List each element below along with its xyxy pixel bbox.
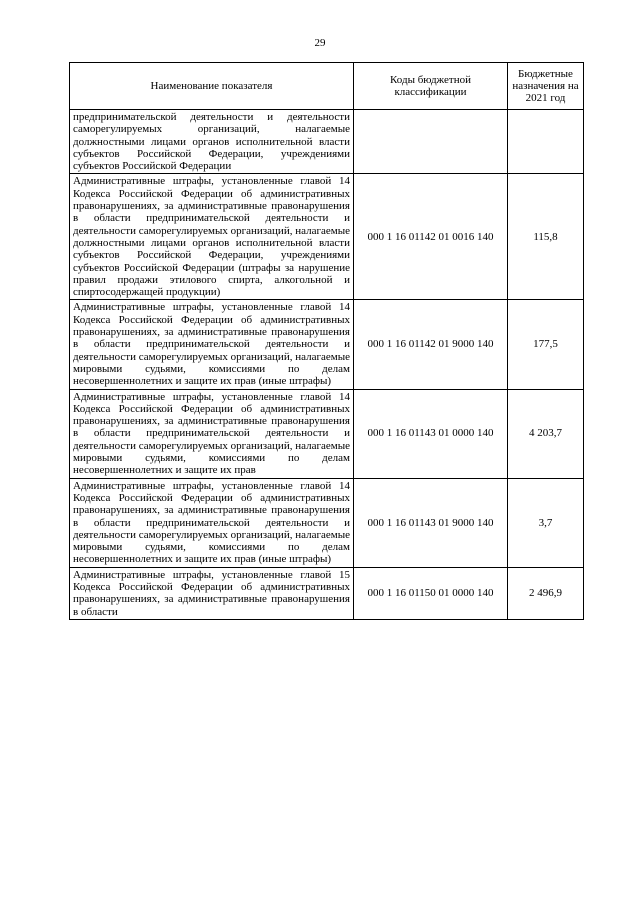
row-name: Административные штрафы, установленные главой 15 Кодекса Российской Федерации об административных правонарушениях, за административные правонарушения в области [70,567,354,619]
table-header-row [70,63,584,110]
header-name: Наименование показателя [70,63,354,110]
row-code: 000 1 16 01142 01 9000 140 [354,300,508,389]
row-amount: 2 496,9 [508,567,584,619]
table-row [70,478,584,567]
row-amount: 3,7 [508,478,584,567]
row-name: Административные штрафы, установленные главой 14 Кодекса Российской Федерации об административных правонарушениях, за административные правонарушения в области предпринимательской деятельности и деятельности саморегулируемых организаций, налагаемые мировыми судьями, комиссиями по делам несовершеннолетних и защите их прав [70,389,354,478]
row-amount: 4 203,7 [508,389,584,478]
row-amount: 177,5 [508,300,584,389]
row-code: 000 1 16 01142 01 0016 140 [354,174,508,300]
table-row [70,389,584,478]
table-row [70,300,584,389]
row-name: Административные штрафы, установленные главой 14 Кодекса Российской Федерации об административных правонарушениях, за административные правонарушения в области предпринимательской деятельности и деятельности саморегулируемых организаций, налагаемые мировыми судьями, комиссиями по делам несовершеннолетних и защите их прав (иные штрафы) [70,300,354,389]
row-amount [508,110,584,174]
budget-table [69,62,584,620]
table-row [70,567,584,619]
row-name: предпринимательской деятельности и деятельности саморегулируемых организаций, налагаемые должностными лицами органов исполнительной власти субъектов Российской Федерации, учреждениями субъектов Российской Федерации [70,110,354,174]
row-name: Административные штрафы, установленные главой 14 Кодекса Российской Федерации об административных правонарушениях, за административные правонарушения в области предпринимательской деятельности и деятельности саморегулируемых организаций, налагаемые должностными лицами органов исполнительной власти субъектов Российской Федерации, учреждениями субъектов Российской Федерации (штрафы за нарушение правил продажи этилового спирта, алкогольной и спиртосодержащей продукции) [70,174,354,300]
row-code: 000 1 16 01143 01 9000 140 [354,478,508,567]
header-code: Коды бюджетной классификации [354,63,508,110]
row-code: 000 1 16 01150 01 0000 140 [354,567,508,619]
page-number: 29 [314,37,326,49]
header-amount: Бюджетные назначения на 2021 год [508,63,584,110]
table-row [70,174,584,300]
row-code [354,110,508,174]
table-row [70,110,584,174]
row-amount: 115,8 [508,174,584,300]
row-code: 000 1 16 01143 01 0000 140 [354,389,508,478]
row-name: Административные штрафы, установленные главой 14 Кодекса Российской Федерации об административных правонарушениях, за административные правонарушения в области предпринимательской деятельности и деятельности саморегулируемых организаций, налагаемые мировыми судьями, комиссиями по делам несовершеннолетних и защите их прав (иные штрафы) [70,478,354,567]
